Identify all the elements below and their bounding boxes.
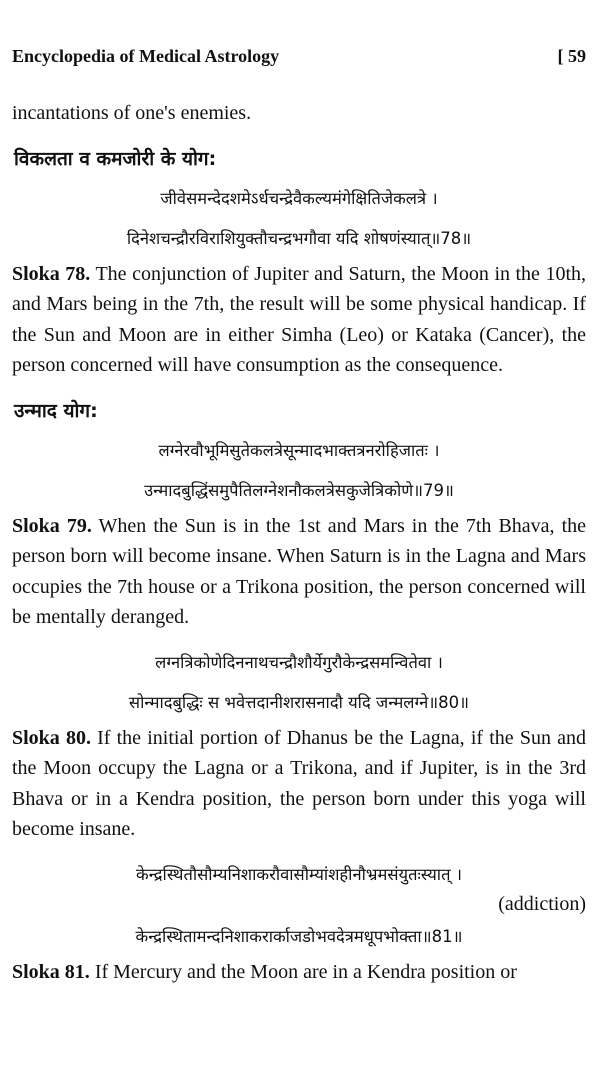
verse-81-line-2: केन्द्रस्थितामन्दनिशाकरार्काजडोभवदेत्रमधूपभोक्ता॥81॥	[135, 926, 463, 946]
sloka-79-label: Sloka 79.	[12, 514, 92, 537]
sloka-78-text: The conjunction of Jupiter and Saturn, the Moon in the 10th, and Mars being in the 7th, the result will be some physical handicap. If the Sun and Moon are in either Simha (Leo) or Kataka (Cancer), the person concerned will have consumption as the consequence.	[12, 262, 587, 376]
section-heading-insanity: उन्माद योग:	[14, 399, 98, 422]
section-heading-weakness: विकलता व कमजोरी के योग:	[14, 147, 217, 170]
sloka-79-text: When the Sun is in the 1st and Mars in the 7th Bhava, the person born will become insane. When Saturn is in the Lagna and Mars occupies the 7th house or a Trikona position, the person concerned will be mentally deranged.	[12, 514, 586, 628]
sloka-79-paragraph	[12, 511, 586, 633]
sloka-81-paragraph	[12, 957, 586, 988]
verse-79-line-2: उन्मादबुद्धिंसमुपैतिलग्नेशनौकलत्रेसकुजेत्रिकोणे॥79॥	[144, 480, 454, 500]
verse-79-line-1: लग्नेरवौभूमिसुतेकलत्रेसून्मादभाक्तत्रनरोहिजातः ।	[158, 440, 440, 460]
sloka-80-paragraph	[12, 723, 586, 845]
verse-78-line-2: दिनेशचन्द्रौरविराशियुक्तौचन्द्रभगौवा यदि शोषणंस्यात्॥78॥	[126, 228, 472, 248]
sloka-80-label: Sloka 80.	[12, 726, 91, 749]
page-body	[12, 98, 586, 987]
sloka-81-text: If Mercury and the Moon are in a Kendra position or	[94, 960, 517, 983]
page-header	[12, 46, 586, 67]
page-number: [ 59	[557, 46, 586, 66]
sloka-81-label: Sloka 81.	[12, 960, 90, 983]
verse-81-line-1: केन्द्रस्थितौसौम्यनिशाकरौवासौम्यांशहीनौभ्रमसंयुतःस्यात् ।	[136, 864, 462, 884]
sloka-80-text: If the initial portion of Dhanus be the Lagna, if the Sun and the Moon occupy the Lagna or a Trikona, and if Jupiter, is in the 3rd Bhava or in a Kendra position, the person born under this yoga will become insane.	[12, 726, 586, 840]
book-title: Encyclopedia of Medical Astrology	[12, 46, 280, 66]
intro-line: incantations of one's enemies.	[12, 102, 252, 124]
sloka-78-paragraph	[12, 259, 586, 381]
verse-78-line-1: जीवेसमन्देदशमेऽर्धचन्द्रेवैकल्यमंगेक्षितिजेकलत्रे ।	[160, 188, 438, 208]
verse-81-note: (addiction)	[498, 892, 586, 915]
verse-80-line-1: लग्नत्रिकोणेदिननाथचन्द्रौशौर्येगुरौकेन्द्रसमन्वितेवा ।	[155, 652, 443, 672]
verse-80-line-2: सोन्मादबुद्धिः स भवेत्तदानीशरासनादौ यदि जन्मलग्ने॥80॥	[128, 692, 470, 712]
sloka-78-label: Sloka 78.	[12, 262, 91, 285]
